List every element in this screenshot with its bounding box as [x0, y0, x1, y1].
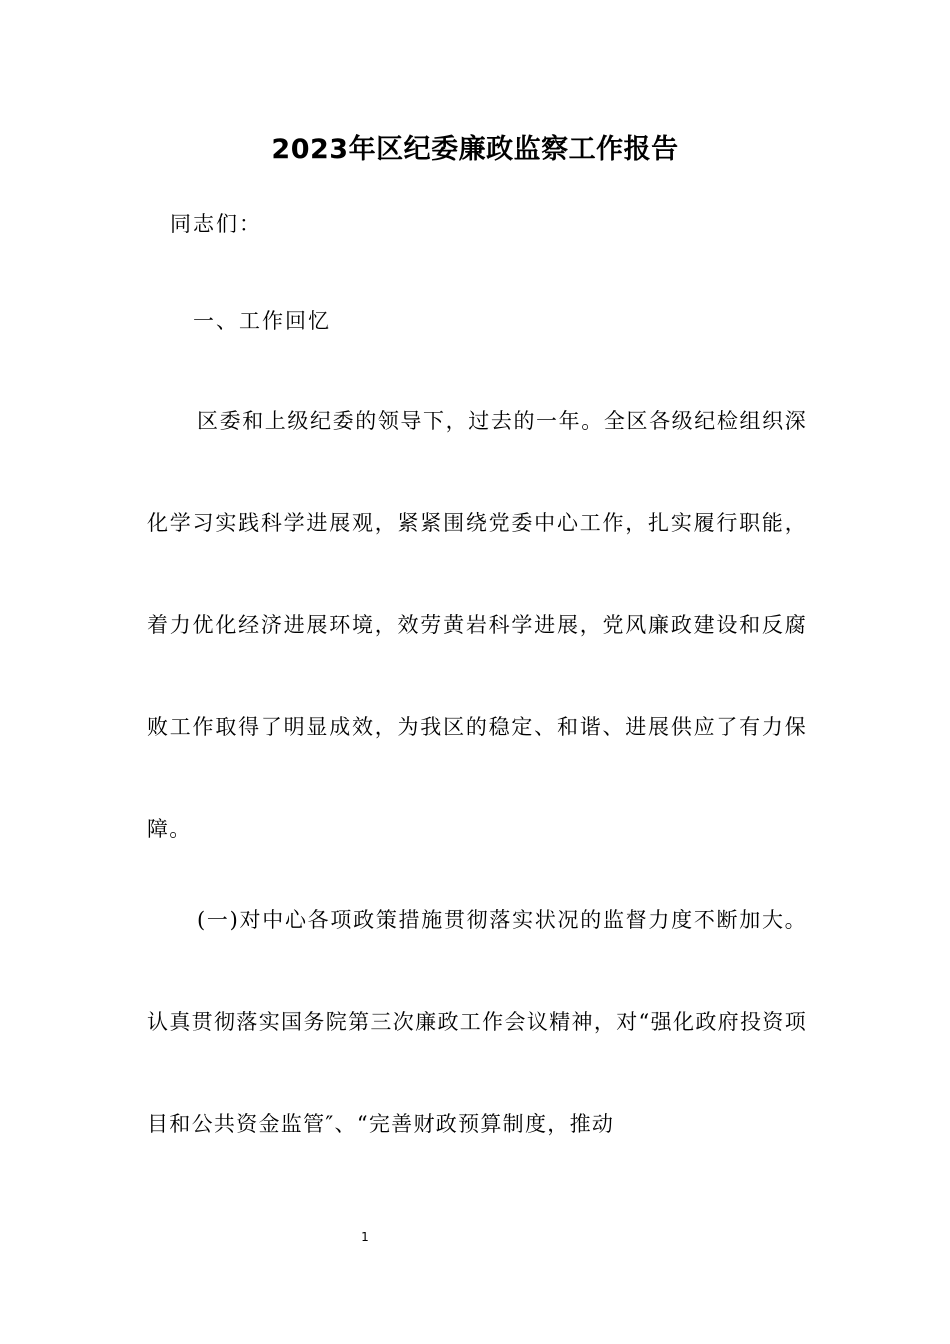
body-paragraph-2: (一)对中心各项政策措施贯彻落实状况的监督力度不断加大。认真贯彻落实国务院第三次廉政工作会议精神，对“强化政府投资项目和公共资金监管″、“完善财政预算制度，推动	[147, 908, 807, 1136]
document-title: 2023年区纪委廉政监察工作报告	[271, 134, 679, 165]
body-paragraph-1: 区委和上级纪委的领导下，过去的一年。全区各级纪检组织深化学习实践科学进展观，紧紧围绕党委中心工作，扎实履行职能，着力优化经济进展环境，效劳黄岩科学进展，党风廉政建设和反腐败工作取得了明显成效，为我区的稳定、和谐、进展供应了有力保障。	[147, 409, 807, 841]
page-number: 1	[361, 1230, 369, 1244]
section-heading: 一、工作回忆	[193, 309, 331, 333]
salutation: 同志们：	[170, 212, 262, 236]
